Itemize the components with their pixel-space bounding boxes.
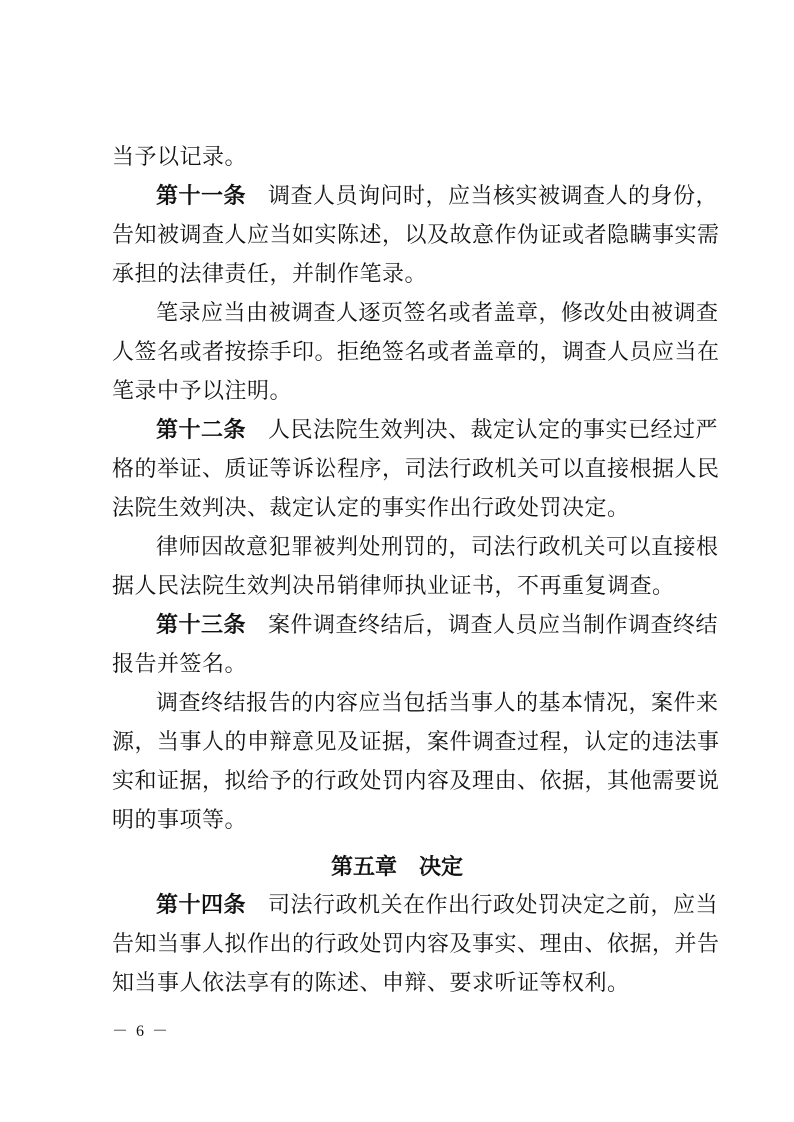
- article-heading: 第十一条: [156, 183, 247, 209]
- chapter-title: 决定: [419, 855, 464, 880]
- text-line: 告知被调查人应当如实陈述，以及故意作伪证或者隐瞒事实需: [112, 223, 720, 248]
- text-line: 承担的法律责任，并制作笔录。: [112, 262, 428, 287]
- text-span: 调查人员询问时，应当核实被调查人的身份，: [268, 184, 719, 209]
- article-13-line-1: [112, 606, 719, 645]
- text-line: 人签名或者按捺手印。拒绝签名或者盖章的，调查人员应当在: [112, 340, 720, 365]
- text-line: 调查终结报告的内容应当包括当事人的基本情况，案件来: [156, 691, 719, 716]
- page-number: － 6 －: [112, 1023, 171, 1040]
- text-line: 告知当事人拟作出的行政处罚内容及事实、理由、依据，并告: [112, 932, 720, 957]
- text-line: 笔录中予以注明。: [112, 379, 293, 404]
- text-span: 人民法院生效判决、裁定认定的事实已经过严: [268, 418, 719, 443]
- text-line: 笔录应当由被调查人逐页签名或者盖章，修改处由被调查: [156, 301, 719, 326]
- text-line: 源，当事人的申辩意见及证据，案件调查过程，认定的违法事: [112, 730, 720, 755]
- text-line: 知当事人依法享有的陈述、申辩、要求听证等权利。: [112, 971, 630, 996]
- body-text-lower: [112, 886, 720, 1003]
- chapter-heading: [0, 848, 794, 887]
- text-line: 明的事项等。: [112, 808, 248, 833]
- chapter-number: 第五章: [330, 855, 397, 880]
- article-heading: 第十四条: [156, 892, 247, 918]
- text-line: 当予以记录。: [112, 145, 248, 170]
- article-heading: 第十三条: [156, 612, 247, 638]
- text-line: 格的举证、质证等诉讼程序，司法行政机关可以直接根据人民: [112, 457, 720, 482]
- text-line: 律师因故意犯罪被判处刑罚的，司法行政机关可以直接根: [156, 535, 719, 560]
- article-14-line-1: [112, 886, 719, 925]
- article-heading: 第十二条: [156, 417, 247, 443]
- text-span: 案件调查终结后，调查人员应当制作调查终结: [268, 613, 719, 638]
- article-12-line-1: [112, 411, 719, 450]
- body-text-upper: [112, 138, 720, 840]
- text-span: 司法行政机关在作出行政处罚决定之前，应当: [268, 893, 719, 918]
- text-line: 报告并签名。: [112, 652, 248, 677]
- article-11-line-1: [112, 177, 719, 216]
- text-line: 法院生效判决、裁定认定的事实作出行政处罚决定。: [112, 496, 630, 521]
- text-line: 实和证据，拟给予的行政处罚内容及理由、依据，其他需要说: [112, 769, 720, 794]
- text-line: 据人民法院生效判决吊销律师执业证书，不再重复调查。: [112, 574, 675, 599]
